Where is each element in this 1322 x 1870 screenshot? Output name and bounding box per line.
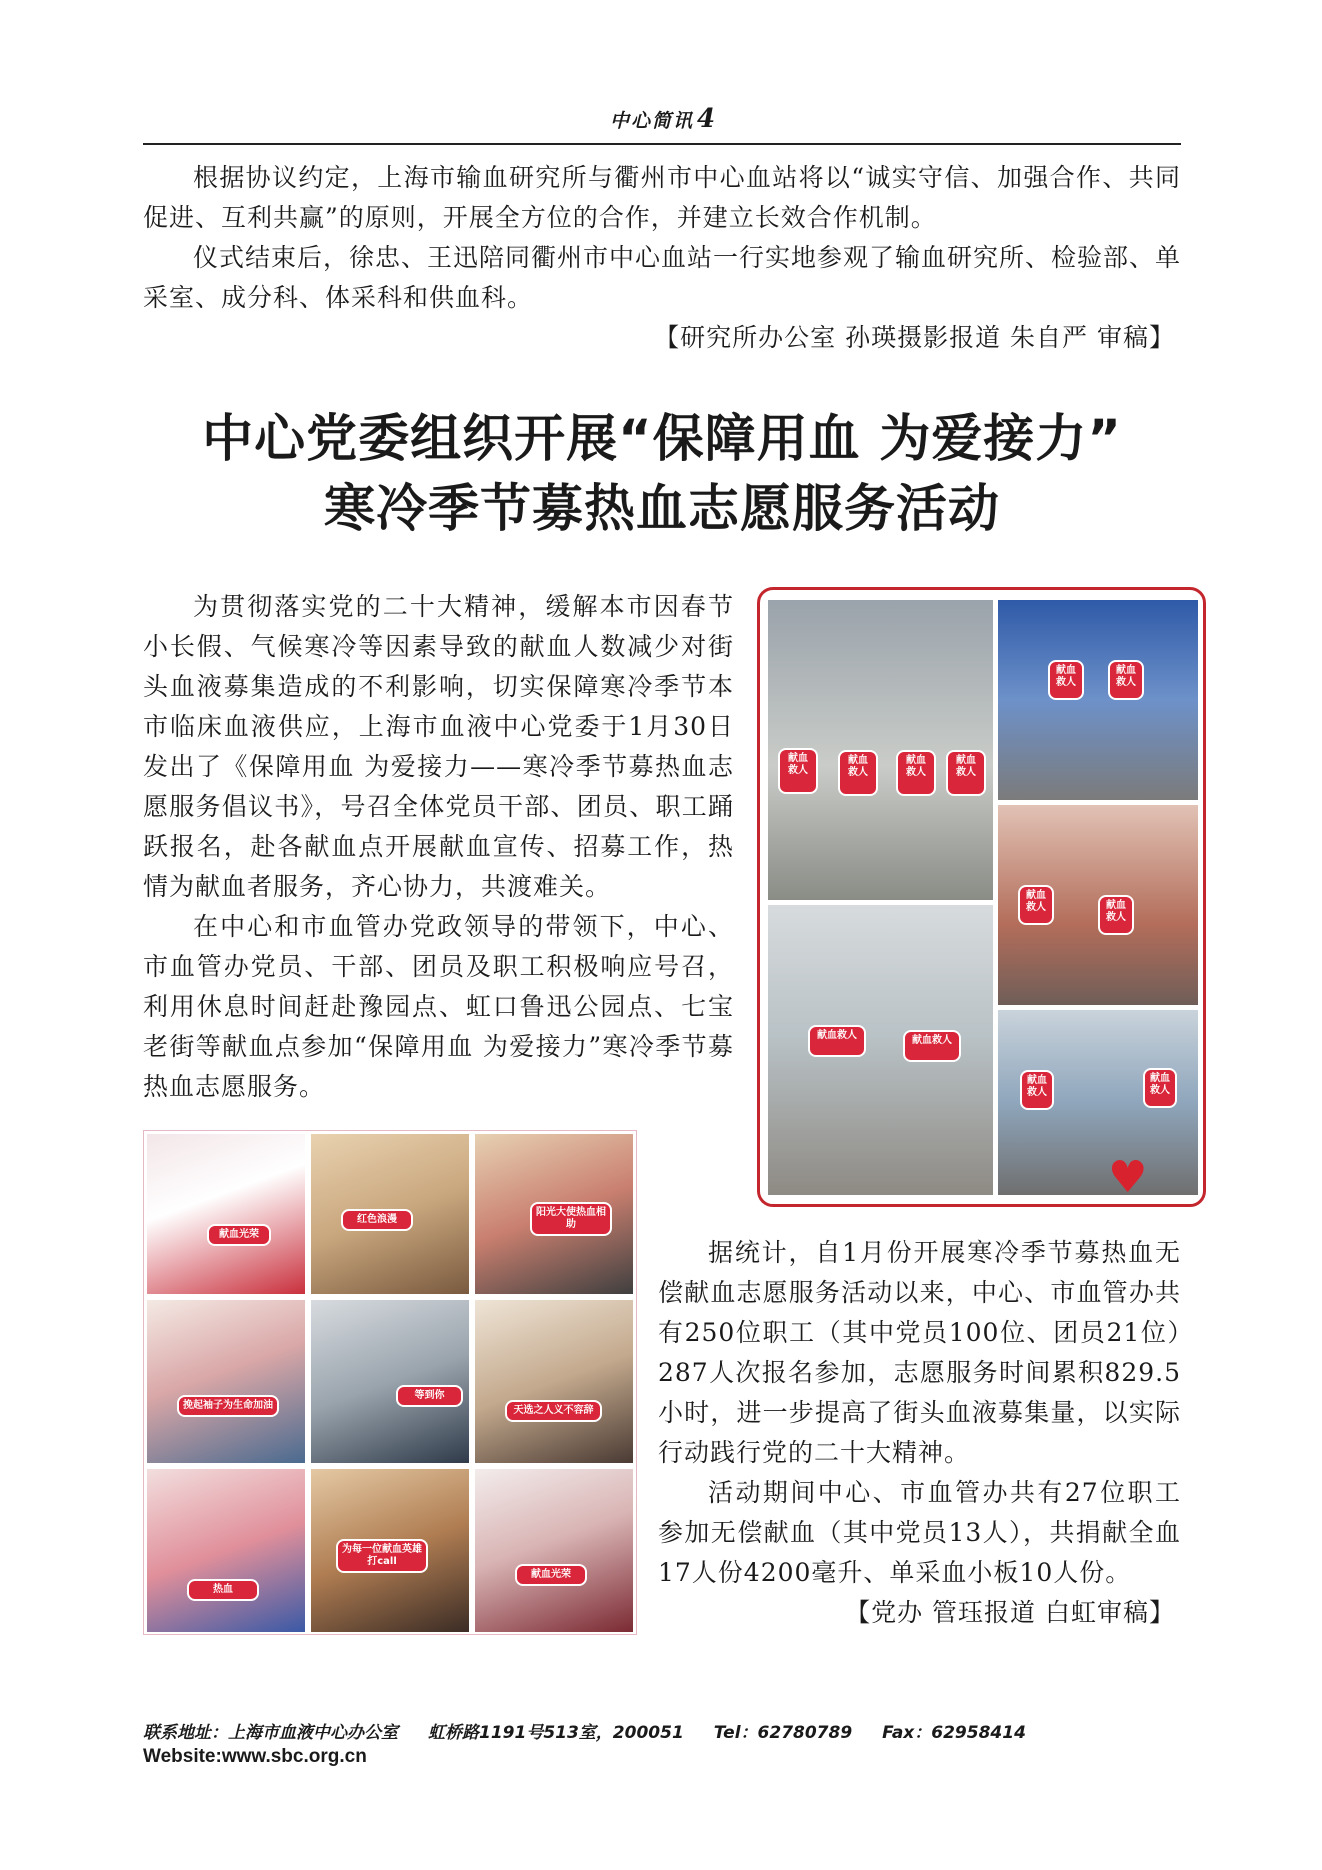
donor-photo xyxy=(147,1300,305,1463)
article1-paragraph: 根据协议约定，上海市输血研究所与衢州市中心血站将以“诚实守信、加强合作、共同促进、互利共赢”的原则，开展全方位的合作，并建立长效合作机制。 xyxy=(143,163,1181,232)
photo-sign: 献血救人 xyxy=(903,1030,961,1062)
heart-icon: ♥ xyxy=(1108,1152,1148,1203)
header-rule xyxy=(143,143,1181,145)
photo-sign: 献血救人 xyxy=(808,1025,866,1057)
donor-photo xyxy=(475,1300,633,1463)
newsletter-title: 中心简讯 xyxy=(610,110,695,132)
donor-photo xyxy=(475,1134,633,1294)
article1-byline: 【研究所办公室 孙瑛摄影报道 朱自严 审稿】 xyxy=(654,323,1175,352)
contact-footer xyxy=(143,1720,1026,1746)
article2-body-right xyxy=(658,1233,1181,1593)
photo-sign: 献血救人 xyxy=(1020,1070,1054,1110)
donor-photo xyxy=(311,1134,469,1294)
article2-paragraph: 活动期间中心、市血管办共有27位职工参加无偿献血（其中党员13人），共捐献全血17人份4200毫升、单采血小板10人份。 xyxy=(658,1478,1181,1587)
photo-sign: 献血救人 xyxy=(946,750,986,796)
photo-sign: 献血救人 xyxy=(838,750,878,796)
article-title-line1: 中心党委组织开展“保障用血 为爱接力” xyxy=(202,410,1122,469)
photo-sign: 献血救人 xyxy=(896,750,936,796)
photo-volunteers-street xyxy=(768,905,993,1195)
donor-photo xyxy=(311,1469,469,1632)
contact-website[interactable]: Website:www.sbc.org.cn xyxy=(143,1746,367,1767)
article1-body xyxy=(143,158,1181,318)
photo-volunteers-bus-2 xyxy=(998,600,1198,800)
photo-sign: 挽起袖子为生命加油 xyxy=(177,1395,279,1417)
article2-paragraph: 据统计，自1月份开展寒冷季节募热血无偿献血志愿服务活动以来，中心、市血管办共有250位职工（其中党员100位、团员21位）287人次报名参加，志愿服务时间累积829.5小时，进一步提高了街头血液募集量，以实际行动践行党的二十大精神。 xyxy=(658,1238,1181,1467)
article-title-line2: 寒冷季节募热血志愿服务活动 xyxy=(323,480,1000,539)
photo-sign: 天选之人义不容辞 xyxy=(505,1400,602,1422)
photo-sign: 献血光荣 xyxy=(207,1224,271,1246)
donor-photo-grid xyxy=(143,1130,637,1635)
contact-address: 联系地址：上海市血液中心办公室 xyxy=(143,1723,398,1743)
photo-sign: 献血救人 xyxy=(1108,660,1144,700)
article2-paragraph: 在中心和市血管办党政领导的带领下，中心、市血管办党员、干部、团员及职工积极响应号召，利用休息时间赶赴豫园点、虹口鲁迅公园点、七宝老街等献血点参加“保障用血 为爱接力”寒冷季节募热血志愿服务。 xyxy=(143,912,734,1101)
newsletter-header xyxy=(610,104,717,134)
photo-sign: 献血救人 xyxy=(1098,895,1134,935)
article2-body-left xyxy=(143,587,734,1107)
photo-sign: 献血救人 xyxy=(1048,660,1084,700)
donor-photo xyxy=(147,1134,305,1294)
donor-photo xyxy=(311,1300,469,1463)
page-number: 4 xyxy=(697,104,718,134)
donor-photo xyxy=(475,1469,633,1632)
photo-sign: 献血救人 xyxy=(778,748,818,794)
photo-sign: 献血救人 xyxy=(1018,885,1054,925)
article-title xyxy=(143,405,1181,545)
photo-volunteers-bus-3 xyxy=(998,1010,1198,1195)
article2-paragraph: 为贯彻落实党的二十大精神，缓解本市因春节小长假、气候寒冷等因素导致的献血人数减少对街头血液募集造成的不利影响，切实保障寒冷季节本市临床血液供应，上海市血液中心党委于1月30日发出了《保障用血 为爱接力——寒冷季节募热血志愿服务倡议书》，号召全体党员干部、团员、职工踊跃报名，赴各献血点开展献血宣传、招募工作，热情为献血者服务，齐心协力，共渡难关。 xyxy=(143,592,734,901)
photo-sign: 献血救人 xyxy=(1143,1068,1177,1108)
contact-fax: Fax：62958414 xyxy=(882,1723,1026,1743)
photo-sign: 热血 xyxy=(187,1579,259,1601)
donor-photo xyxy=(147,1469,305,1632)
contact-street: 虹桥路1191号513室，200051 xyxy=(428,1723,684,1743)
photo-sign: 阳光大使热血相助 xyxy=(530,1202,612,1236)
photo-sign: 献血光荣 xyxy=(515,1564,587,1586)
photo-volunteers-bus xyxy=(768,600,993,900)
article2-byline: 【党办 管珏报道 白虹审稿】 xyxy=(845,1598,1175,1627)
photo-sign: 红色浪漫 xyxy=(341,1209,413,1231)
contact-tel: Tel：62780789 xyxy=(713,1723,853,1743)
photo-sign: 为每一位献血英雄打call xyxy=(336,1539,428,1573)
photo-sign: 等到你 xyxy=(396,1385,463,1407)
photo-volunteers-umbrella xyxy=(998,805,1198,1005)
volunteer-photo-collage xyxy=(757,587,1206,1207)
article1-paragraph: 仪式结束后，徐忠、王迅陪同衢州市中心血站一行实地参观了输血研究所、检验部、单采室、成分科、体采科和供血科。 xyxy=(143,243,1182,312)
